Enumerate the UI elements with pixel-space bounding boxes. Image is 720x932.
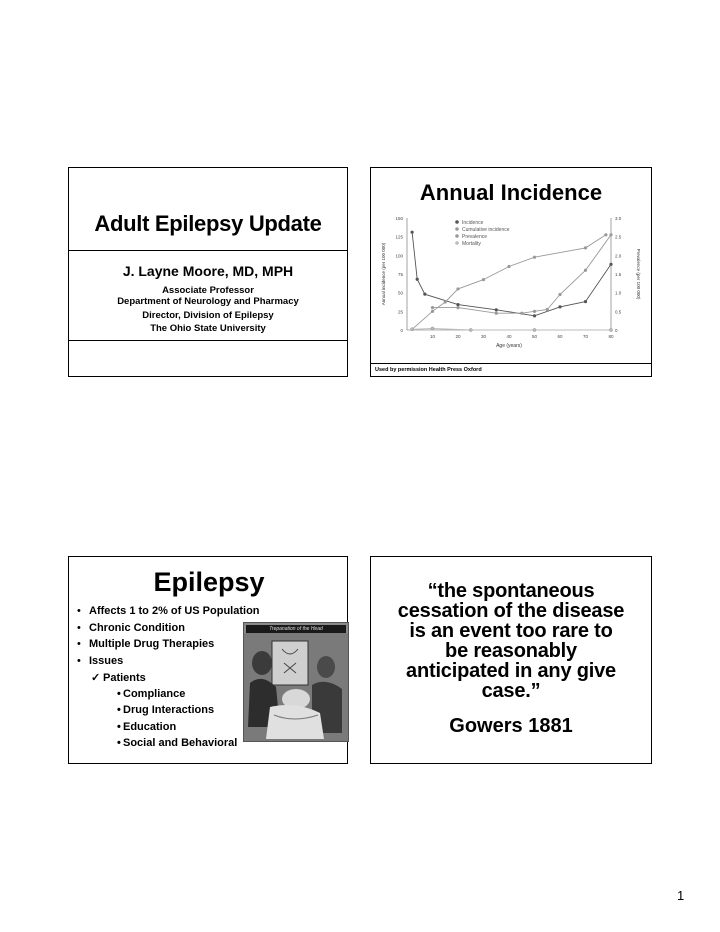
- x-tick-label: 80: [608, 334, 614, 339]
- trepanation-engraving-image: [243, 622, 349, 742]
- y-left-tick-label: 100: [395, 253, 403, 259]
- slide-quote: [370, 556, 652, 764]
- slide-heading: Annual Incidence: [419, 180, 603, 205]
- data-point: [558, 305, 561, 308]
- data-point: [609, 233, 612, 236]
- author-title: Associate Professor: [162, 285, 254, 296]
- image-caption: Trepanation of the Head: [246, 625, 346, 633]
- data-point: [411, 231, 414, 234]
- quote-line: anticipated in any give: [406, 660, 616, 682]
- list-item: • Education: [117, 721, 177, 733]
- y-left-tick-label: 150: [395, 216, 403, 221]
- y-axis-right-title: Prevalence (per 100 000): [636, 248, 641, 300]
- x-tick-label: 60: [557, 334, 563, 339]
- x-tick-label: 40: [506, 334, 512, 339]
- y-right-tick-label: 1.0: [615, 290, 622, 296]
- x-tick-label: 20: [455, 334, 461, 339]
- slide-heading: Epilepsy: [153, 567, 265, 597]
- list-item: • Drug Interactions: [117, 704, 215, 716]
- checkmark-icon: ✓: [91, 672, 101, 684]
- list-item: • Chronic Condition: [77, 622, 185, 634]
- gowers-quote: [371, 581, 651, 701]
- y-left-tick-label: 75: [397, 272, 403, 277]
- data-point: [411, 328, 414, 331]
- y-left-tick-label: 0: [400, 328, 403, 333]
- legend-label: Cumulative incidence: [462, 226, 510, 233]
- x-tick-label: 10: [429, 334, 436, 339]
- list-item: • Multiple Drug Therapies: [77, 638, 215, 650]
- slide-annual-incidence: [370, 167, 652, 377]
- quote-line: be reasonably: [445, 640, 577, 662]
- bullet-icon: •: [117, 688, 121, 700]
- data-point: [456, 306, 459, 309]
- data-point: [416, 278, 419, 281]
- slide-epilepsy: [68, 556, 348, 764]
- data-point: [431, 327, 434, 330]
- presentation-title: Adult Epilepsy Update: [94, 211, 322, 236]
- data-point: [495, 308, 498, 311]
- y-right-tick-label: 1.5: [615, 272, 622, 277]
- data-point: [546, 308, 549, 311]
- divider: [69, 250, 347, 251]
- data-point: [431, 310, 434, 313]
- y-left-tick-label: 50: [397, 290, 403, 296]
- data-point: [469, 328, 472, 331]
- y-left-tick-label: 125: [395, 234, 403, 240]
- data-point: [533, 310, 536, 313]
- data-point: [423, 293, 426, 296]
- x-tick-label: 30: [480, 334, 487, 339]
- data-point: [584, 300, 587, 303]
- quote-line: case.”: [481, 680, 541, 702]
- data-point: [456, 303, 459, 306]
- bullet-icon: •: [77, 655, 81, 667]
- x-tick-label: 50: [531, 334, 538, 339]
- data-point: [609, 263, 612, 266]
- bullet-icon: •: [117, 721, 121, 733]
- list-item: ✓ Patients: [91, 672, 146, 684]
- legend-marker: [455, 234, 459, 238]
- series-line-1: [412, 235, 606, 329]
- legend-marker: [455, 227, 459, 231]
- data-point: [558, 293, 561, 296]
- bullet-icon: •: [77, 638, 81, 650]
- y-axis-left-title: Annual incidence (per 100 000): [381, 242, 386, 306]
- data-point: [495, 312, 498, 315]
- legend-label: Incidence: [462, 219, 484, 226]
- quote-line: is an event too rare to: [409, 620, 613, 642]
- author-department: Department of Neurology and Pharmacy: [117, 296, 299, 307]
- data-point: [584, 269, 587, 272]
- incidence-chart: [375, 212, 649, 352]
- list-item: • Social and Behavioral: [117, 737, 238, 749]
- data-point: [520, 312, 523, 315]
- data-point: [533, 256, 536, 259]
- author-name: J. Layne Moore, MD, MPH: [122, 263, 294, 279]
- y-right-tick-label: 3.0: [615, 216, 622, 221]
- bullet-icon: •: [117, 737, 121, 749]
- list-item: • Affects 1 to 2% of US Population: [77, 605, 260, 617]
- x-tick-label: 70: [582, 334, 589, 339]
- data-point: [533, 328, 536, 331]
- y-right-tick-label: 2.0: [615, 253, 622, 259]
- divider: [371, 363, 651, 364]
- list-item: • Issues: [77, 655, 124, 667]
- quote-line: “the spontaneous: [427, 580, 595, 602]
- data-point: [507, 265, 510, 268]
- author-division: Director, Division of Epilepsy: [142, 310, 274, 321]
- data-point: [482, 278, 485, 281]
- legend-marker: [455, 220, 459, 224]
- data-point: [604, 233, 607, 236]
- engraving-illustration: [244, 623, 348, 741]
- data-point: [609, 328, 612, 331]
- quote-line: cessation of the disease: [397, 600, 625, 622]
- y-right-tick-label: 2.5: [615, 234, 622, 240]
- page-number: 1: [677, 888, 685, 903]
- data-point: [584, 246, 587, 249]
- legend-marker: [455, 241, 459, 245]
- list-item: • Compliance: [117, 688, 186, 700]
- y-right-tick-label: 0.5: [615, 309, 622, 315]
- image-credit: Used by permission Health Press Oxford: [375, 367, 482, 373]
- bullet-icon: •: [117, 704, 121, 716]
- y-left-tick-label: 25: [397, 309, 403, 315]
- data-point: [456, 287, 459, 290]
- author-institution: The Ohio State University: [150, 323, 266, 334]
- bullet-icon: •: [77, 605, 81, 617]
- y-right-tick-label: 0: [615, 328, 618, 333]
- legend-label: Prevalence: [462, 233, 488, 240]
- divider: [69, 340, 347, 341]
- slide-title: [68, 167, 348, 377]
- data-point: [444, 300, 447, 303]
- legend-label: Mortality: [462, 240, 481, 247]
- data-point: [431, 306, 434, 309]
- data-point: [533, 314, 536, 317]
- bullet-icon: •: [77, 622, 81, 634]
- x-axis-title: Age (years): [496, 343, 522, 349]
- quote-attribution: Gowers 1881: [449, 715, 573, 737]
